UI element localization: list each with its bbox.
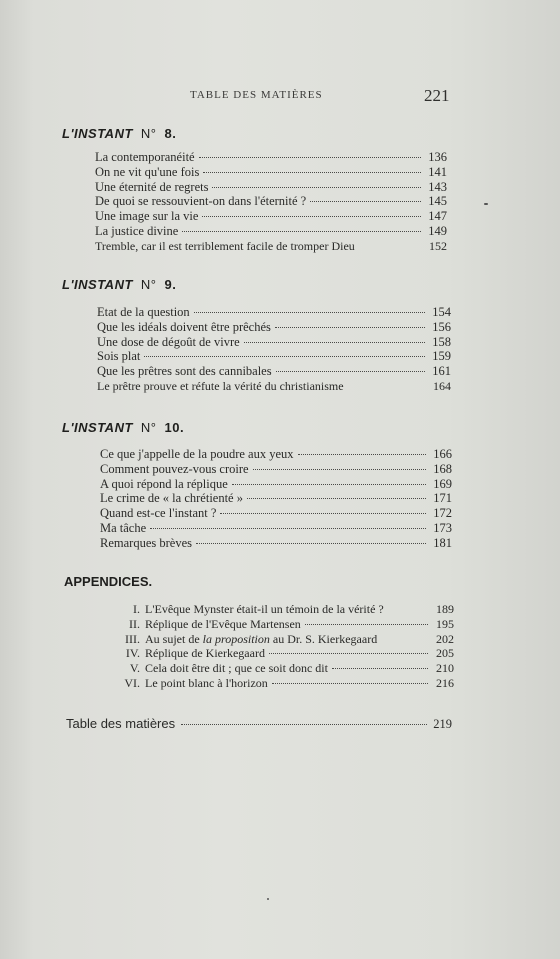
toc-entry: A quoi répond la réplique 169	[100, 476, 452, 491]
toc-entry: Tremble, car il est terriblement facile de tromper Dieu 152	[95, 238, 447, 253]
toc-entry: IV. Réplique de Kierkegaard 205	[125, 646, 454, 661]
toc-entry: Ce que j'appelle de la poudre aux yeux 166	[100, 447, 452, 461]
section-title-10	[62, 420, 184, 435]
toc-entry: V. Cela doit être dit ; que ce soit donc dit 210	[129, 661, 454, 676]
toc-entry: La justice divine 149	[95, 223, 447, 238]
toc-entry: Quand est-ce l'instant ? 172	[100, 506, 452, 521]
section-title-8	[62, 126, 176, 141]
toc-entry: Le crime de « la chrétienté » 171	[100, 491, 452, 506]
toc-entry: Etat de la question 154	[97, 305, 451, 319]
section-title-9	[62, 277, 176, 292]
final-page: 219	[433, 717, 452, 731]
section-number: 9.	[164, 277, 177, 292]
toc-list-10	[100, 447, 452, 551]
speck	[267, 898, 269, 900]
toc-list-appendices	[118, 602, 454, 691]
toc-list-9	[97, 305, 451, 394]
toc-entry: VI. Le point blanc à l'horizon 216	[124, 675, 454, 690]
section-label: L'INSTANT	[62, 420, 133, 435]
section-label: L'INSTANT	[62, 277, 133, 292]
toc-entry: Que les idéals doivent être prêchés 156	[97, 319, 451, 334]
toc-entry: Une image sur la vie 147	[95, 209, 447, 224]
toc-entry: De quoi se ressouvient-on dans l'éternité ? 145	[95, 194, 447, 209]
leader-dots	[181, 724, 427, 725]
toc-entry: On ne vit qu'une fois 141	[95, 164, 447, 179]
toc-entry: I. L'Evêque Mynster était-il un témoin de la vérité ? 189	[133, 602, 454, 616]
section-number: 10.	[164, 420, 185, 435]
section-no: N°	[140, 420, 157, 435]
section-no: N°	[140, 277, 157, 292]
speck	[484, 203, 488, 205]
section-number: 8.	[164, 126, 177, 141]
appendices-title: APPENDICES.	[64, 574, 153, 589]
toc-entry: Ma tâche 173	[100, 520, 452, 535]
toc-entry: Le prêtre prouve et réfute la vérité du christianisme 164	[97, 378, 451, 393]
running-head: TABLE DES MATIÈRES	[190, 89, 323, 101]
toc-entry: Une dose de dégoût de vivre 158	[97, 334, 451, 349]
toc-entry: Une éternité de regrets 143	[95, 179, 447, 194]
toc-entry: Remarques brèves 181	[100, 535, 452, 550]
toc-entry: La contemporanéité 136	[95, 150, 447, 164]
toc-entry: II. Réplique de l'Evêque Martensen 195	[129, 616, 454, 631]
toc-entry: Sois plat 159	[97, 349, 451, 364]
final-title: Table des matières	[66, 716, 176, 731]
toc-entry: III. Au sujet de la proposition au Dr. S. Kierkegaard 202	[125, 631, 454, 646]
toc-entry: Que les prêtres sont des cannibales 161	[97, 364, 451, 379]
page-number: 221	[424, 86, 450, 105]
toc-entry: Comment pouvez-vous croire 168	[100, 461, 452, 476]
section-label: L'INSTANT	[62, 126, 133, 141]
section-no: N°	[140, 126, 157, 141]
toc-list-8	[95, 150, 447, 254]
toc-entry-final	[66, 716, 452, 732]
